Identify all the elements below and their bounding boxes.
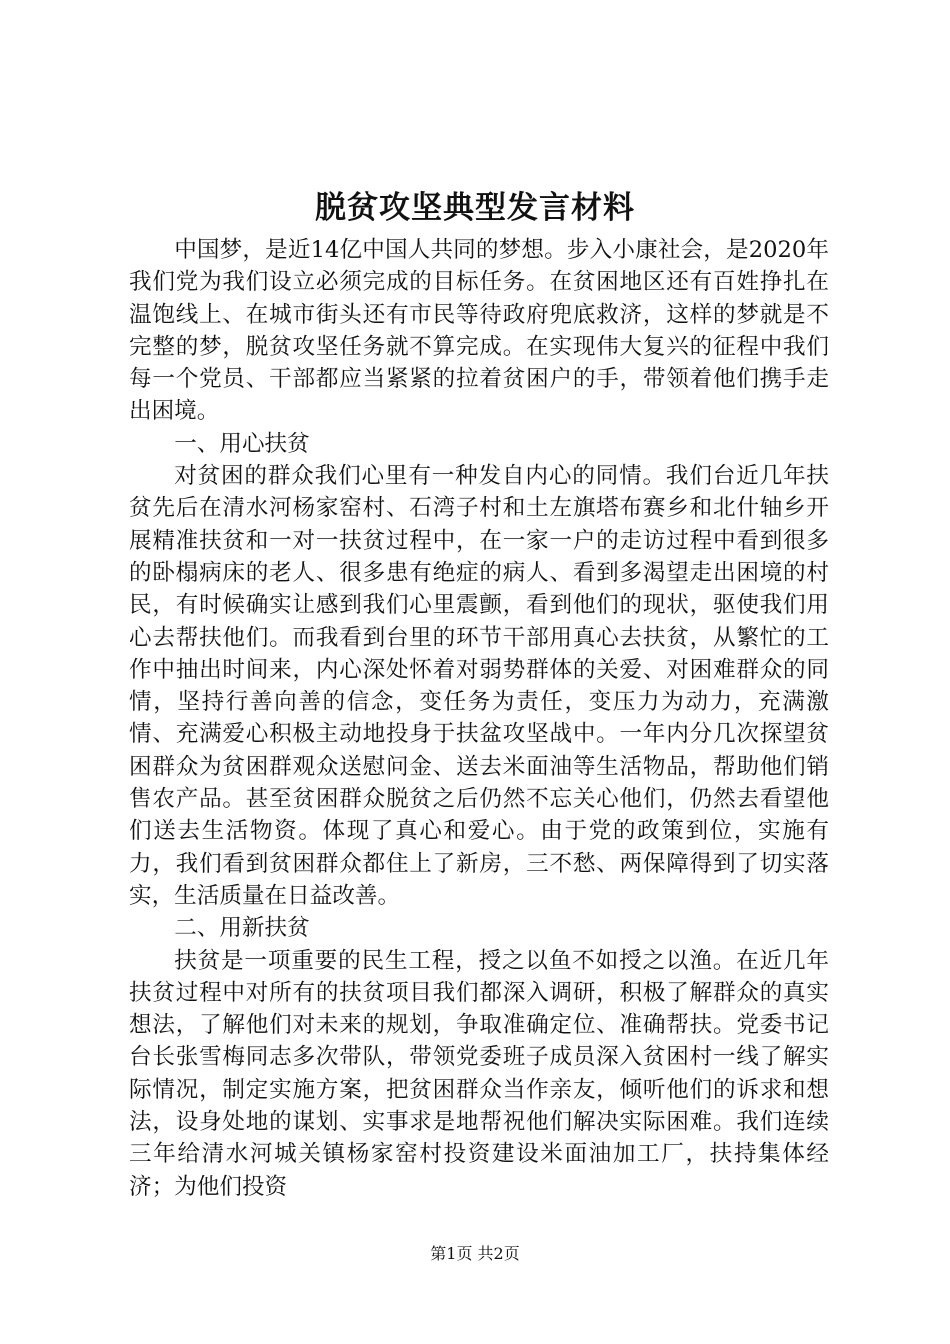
document-title: 脱贫攻坚典型发言材料 <box>315 190 635 226</box>
section-2-paragraph: 扶贫是一项重要的民生工程，授之以鱼不如授之以渔。在近几年扶贫过程中对所有的扶贫项目我们都深入调研，积极了解群众的真实想法，了解他们对未来的规划，争取准确定位、准确帮扶。党委书记台长张雪梅同志多次带队，带领党委班子成员深入贫困村一线了解实际情况，制定实施方案，把贫困群众当作亲友，倾听他们的诉求和想法，设身处地的谋划、实事求是地帮祝他们解决实际困难。我们连续三年给清水河城关镇杨家窑村投资建设米面油加工厂，扶持集体经济；为他们投资 <box>129 947 829 1200</box>
page-footer: 第1页 共2页 <box>430 1244 520 1263</box>
section-heading-1: 一、用心扶贫 <box>174 430 310 457</box>
document-body <box>129 234 829 1203</box>
intro-paragraph: 中国梦，是近14亿中国人共同的梦想。步入小康社会，是2020年我们党为我们设立必须完成的目标任务。在贫困地区还有百姓挣扎在温饱线上、在城市街头还有市民等待政府兜底救济，这样的梦就是不完整的梦，脱贫攻坚任务就不算完成。在实现伟大复兴的征程中我们每一个党员、干部都应当紧紧的拉着贫困户的手，带领着他们携手走出困境。 <box>129 237 829 425</box>
section-1-paragraph: 对贫困的群众我们心里有一种发自内心的同情。我们台近几年扶贫先后在清水河杨家窑村、石湾子村和土左旗塔布赛乡和北什轴乡开展精准扶贫和一对一扶贫过程中，在一家一户的走访过程中看到很多的卧榻病床的老人、很多患有绝症的病人、看到多渴望走出困境的村民，有时候确实让感到我们心里震颤，看到他们的现状，驱使我们用心去帮扶他们。而我看到台里的环节干部用真心去扶贫，从繁忙的工作中抽出时间来，内心深处怀着对弱势群体的关爱、对困难群众的同情，坚持行善向善的信念，变任务为责任，变压力为动力，充满激情、充满爱心积极主动地投身于扶盆攻坚战中。一年内分几次探望贫困群众为贫困群观众送慰问金、送去米面油等生活物品，帮助他们销售农产品。甚至贫困群众脱贫之后仍然不忘关心他们，仍然去看望他们送去生活物资。体现了真心和爱心。由于党的政策到位，实施有力，我们看到贫困群众都住上了新房，三不愁、两保障得到了切实落实，生活质量在日益改善。 <box>129 463 829 909</box>
section-heading-2: 二、用新扶贫 <box>174 915 310 942</box>
